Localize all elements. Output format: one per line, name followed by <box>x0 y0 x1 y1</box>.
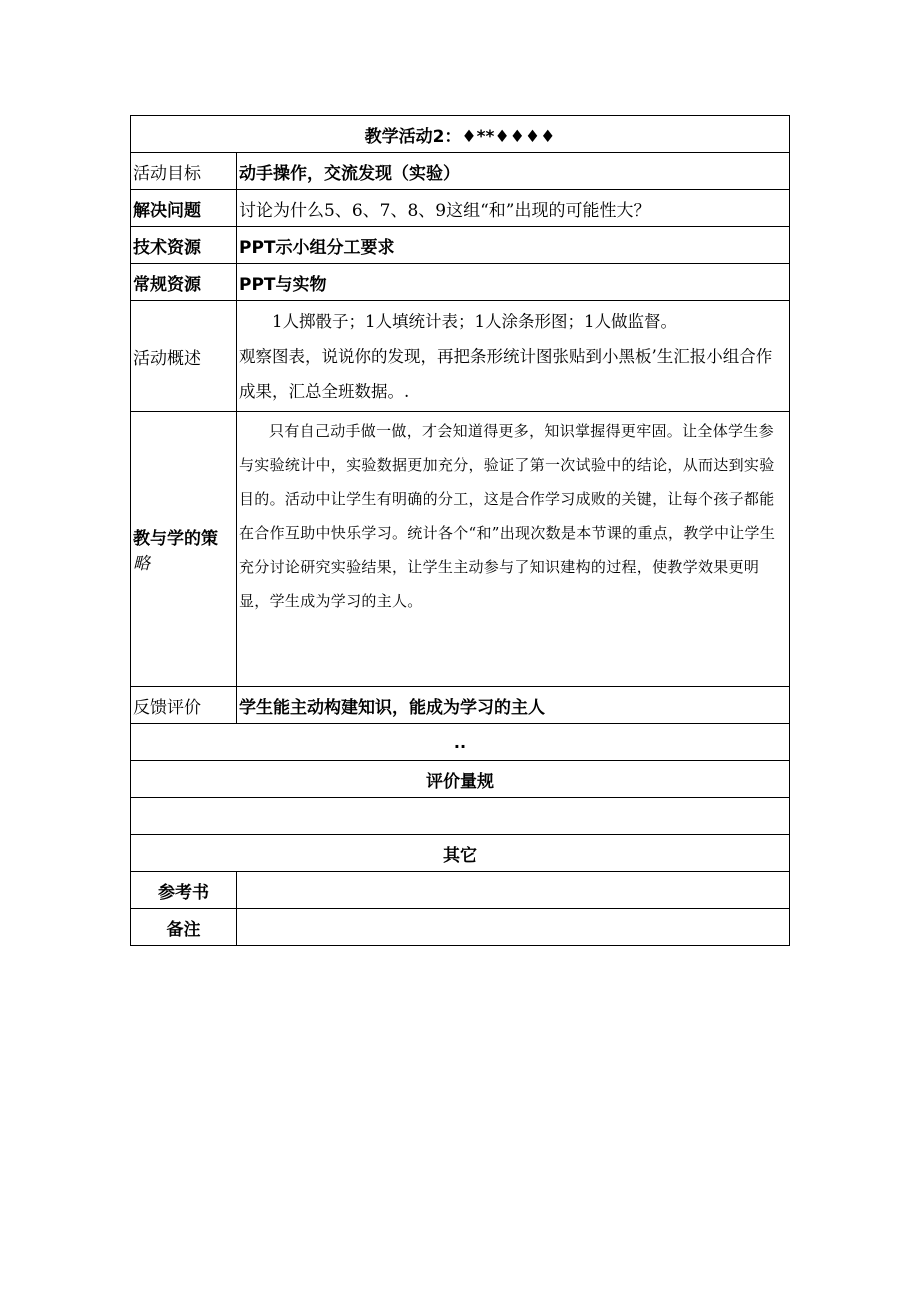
rubric-empty-row <box>131 798 790 835</box>
feedback-label: 反馈评价 <box>131 687 237 724</box>
notes-row <box>131 909 790 946</box>
goal-row <box>131 153 790 190</box>
goal-label: 活动目标 <box>131 153 237 190</box>
other-heading-row <box>131 835 790 872</box>
goal-value: 动手操作，交流发现（实验） <box>237 153 790 190</box>
regular-value: PPT与实物 <box>237 264 790 301</box>
other-heading: 其它 <box>131 835 790 872</box>
rubric-heading: 评价量规 <box>131 761 790 798</box>
tech-row <box>131 227 790 264</box>
dots-text: .. <box>131 724 790 761</box>
references-row <box>131 872 790 909</box>
tech-label: 技术资源 <box>131 227 237 264</box>
strategy-label <box>131 412 237 687</box>
overview-line-1: 1人掷骰子；1人填统计表；1人涂条形图；1人做监督。 <box>272 311 677 331</box>
problem-label: 解决问题 <box>131 190 237 227</box>
strategy-cell <box>237 412 790 687</box>
strategy-row <box>131 412 790 687</box>
regular-row <box>131 264 790 301</box>
overview-cell <box>237 301 790 412</box>
overview-row <box>131 301 790 412</box>
strategy-label-main: 教与学的策 <box>133 529 218 549</box>
regular-label: 常规资源 <box>131 264 237 301</box>
problem-row <box>131 190 790 227</box>
dots-row <box>131 724 790 761</box>
feedback-row <box>131 687 790 724</box>
overview-label: 活动概述 <box>131 301 237 412</box>
problem-value: 讨论为什么5、6、7、8、9这组“和”出现的可能性大？ <box>237 190 790 227</box>
lesson-plan-document <box>130 115 790 946</box>
activity-title: 教学活动2：♦**♦♦♦♦ <box>131 116 790 153</box>
lesson-plan-table <box>130 115 790 946</box>
strategy-text: 只有自己动手做一做，才会知道得更多，知识掌握得更牢固。让全体学生参与实验统计中，实验数据更加充分，验证了第一次试验中的结论，从而达到实验目的。活动中让学生有明确的分工，这是合作学习成败的关键，让每个孩子都能在合作互助中快乐学习。统计各个“和”出现次数是本节课的重点，教学中让学生充分讨论研究实验结果，让学生主动参与了知识建构的过程，使教学效果更明显，学生成为学习的主人。 <box>239 422 776 610</box>
overview-line-2: 观察图表，说说你的发现，再把条形统计图张贴到小黑板’生汇报小组合作成果，汇总全班数据。. <box>239 346 773 401</box>
feedback-value: 学生能主动构建知识，能成为学习的主人 <box>237 687 790 724</box>
notes-value <box>237 909 790 946</box>
references-label: 参考书 <box>131 872 237 909</box>
rubric-empty-cell <box>131 798 790 835</box>
title-row <box>131 116 790 153</box>
notes-label: 备注 <box>131 909 237 946</box>
tech-value: PPT示小组分工要求 <box>237 227 790 264</box>
references-value <box>237 872 790 909</box>
strategy-label-tail: 略 <box>133 554 150 574</box>
rubric-heading-row <box>131 761 790 798</box>
